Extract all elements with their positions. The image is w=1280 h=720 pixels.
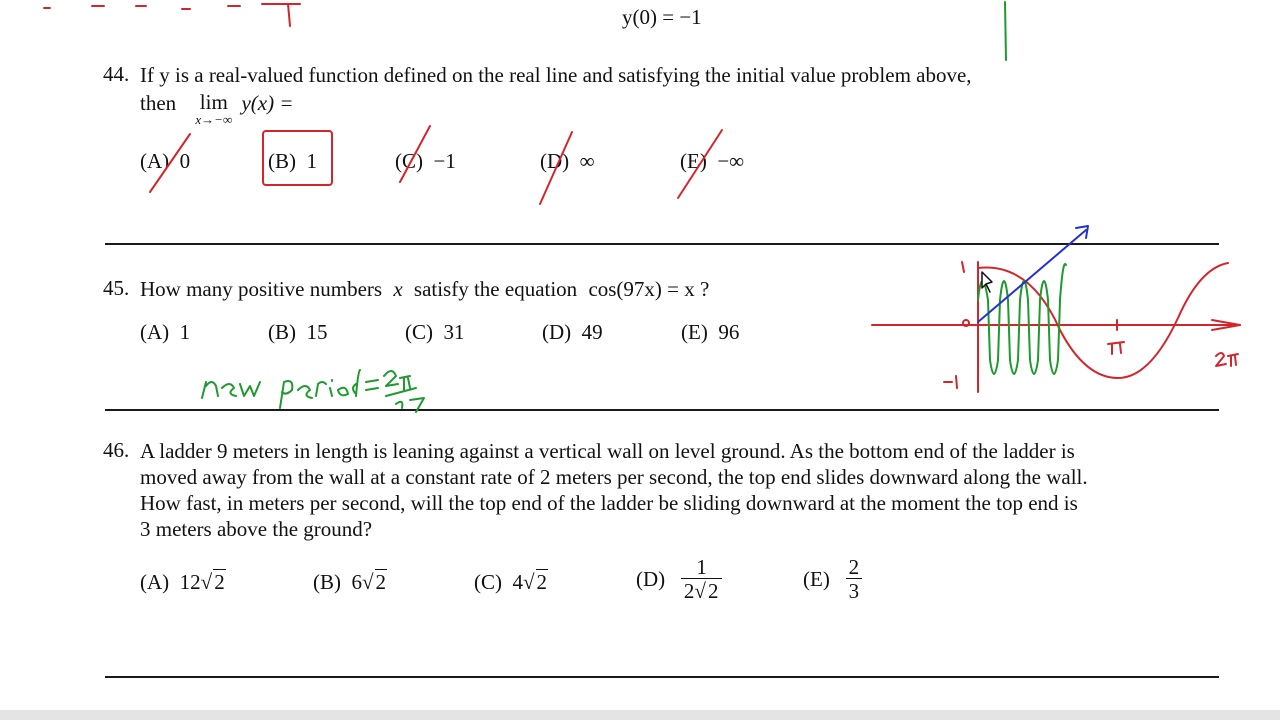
q46-choice-a[interactable]: (A) 12√2 (140, 570, 225, 594)
q46-line1: A ladder 9 meters in length is leaning against a vertical wall on level ground. As the bottom end of the ladder is (140, 439, 1075, 463)
choice-label: (E) (803, 567, 830, 591)
choice-coef: 12 (179, 570, 201, 594)
initial-condition: y(0) = −1 (622, 5, 702, 29)
q44-lim-sub: x→−∞ (195, 112, 233, 127)
cross-c (400, 126, 430, 182)
choice-label: (E) (680, 149, 707, 173)
q45-middle: satisfy the equation (413, 277, 578, 301)
den-coef: 2 (683, 579, 695, 603)
den-radicand: 2 (707, 579, 719, 603)
fraction-denominator: 2√2 (683, 579, 719, 603)
q46-number: 46. (103, 438, 130, 462)
choice-label: (B) (268, 320, 296, 344)
q44-lim-word: lim (199, 90, 228, 114)
q46-line2: moved away from the wall at a constant rate of 2 meters per second, the top end slides downward along the wall. (140, 465, 1088, 489)
choice-radicand: 2 (214, 570, 225, 594)
fraction-numerator: 1 (681, 556, 723, 579)
q44-lim-expr: y(x) = (241, 91, 294, 115)
cross-e (678, 130, 722, 198)
choice-label: (D) (540, 149, 570, 173)
top-right-green-mark (1005, 2, 1006, 60)
origin-dot (963, 320, 969, 326)
pi-label-mark (1108, 342, 1124, 354)
choice-label: (D) (636, 567, 666, 591)
cross-a (150, 134, 190, 192)
choice-label: (A) (140, 570, 170, 594)
q44-number: 44. (103, 62, 130, 86)
choice-value: 96 (718, 320, 740, 344)
q44-marks (150, 126, 722, 204)
choice-value: 1 (179, 320, 191, 344)
choice-value: 1 (306, 149, 317, 173)
two-pi-label-mark (1216, 353, 1238, 366)
choice-value: 15 (306, 320, 328, 344)
choice-label: (E) (681, 320, 708, 344)
q46-line4: 3 meters above the ground? (140, 517, 373, 541)
choice-value: −∞ (717, 149, 745, 173)
q46-choice-c[interactable]: (C) 4√2 (474, 570, 548, 594)
choice-coef: 6 (351, 570, 362, 594)
choice-label: (C) (395, 149, 423, 173)
choice-value: 31 (443, 320, 465, 344)
choice-radicand: 2 (375, 570, 387, 594)
cos-curve (978, 263, 1228, 378)
choice-label: (A) (140, 320, 170, 344)
choice-label: (C) (474, 570, 502, 594)
choice-value: 49 (581, 320, 603, 344)
q44-then: then (140, 91, 177, 115)
cos-graph-sketch (872, 226, 1240, 392)
fraction-numerator: 2 (846, 556, 863, 579)
q44-stem-line1: If y is a real-valued function defined on the real line and satisfying the initial value problem above, (140, 63, 972, 87)
fraction-denominator: 3 (848, 579, 860, 603)
choice-coef: 4 (512, 570, 523, 594)
label-neg-one-mark (944, 376, 957, 388)
choice-value: −1 (433, 149, 456, 173)
choice-value: 0 (179, 149, 191, 173)
choice-label: (A) (140, 149, 170, 173)
q45-note (202, 370, 424, 412)
choice-label: (B) (313, 570, 341, 594)
choice-label: (D) (542, 320, 572, 344)
q46-line3: How fast, in meters per second, will the top end of the ladder be sliding downward at the moment the top end is (140, 491, 1078, 515)
label-one-mark (962, 262, 964, 272)
mouse-cursor-icon (982, 272, 992, 292)
choice-label: (B) (268, 149, 296, 173)
q45-var: x (393, 277, 403, 301)
q45-equation: cos(97x) = x ? (588, 277, 710, 301)
q45-prefix: How many positive numbers (140, 277, 383, 301)
top-scribbles (44, 4, 300, 26)
line-y-equals-x (978, 230, 1086, 322)
choice-value: ∞ (579, 149, 595, 173)
cross-d (540, 132, 572, 204)
q45-number: 45. (103, 276, 130, 300)
q46-choice-b[interactable]: (B) 6√2 (313, 570, 387, 594)
answer-box-b (263, 131, 332, 185)
choice-radicand: 2 (536, 570, 548, 594)
choice-label: (C) (405, 320, 433, 344)
